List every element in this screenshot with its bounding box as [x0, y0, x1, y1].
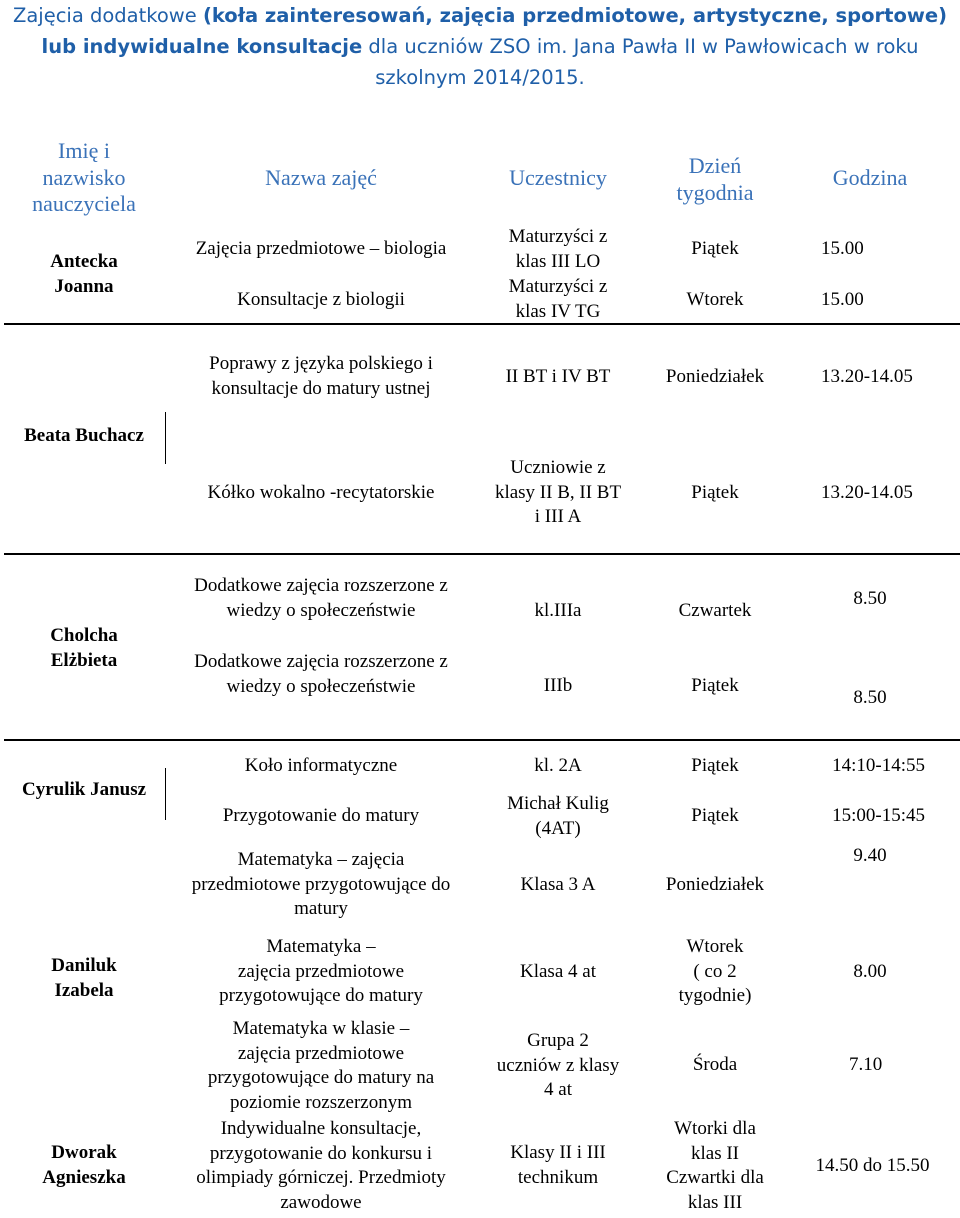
- row-separator: [4, 553, 960, 555]
- weekday: Piątek: [691, 755, 739, 776]
- participants: kl.IIIa: [534, 600, 582, 621]
- participants: II BT i IV BT: [505, 366, 611, 387]
- teacher-name: Dworak Agnieszka: [42, 1142, 126, 1188]
- hour: 15:00-15:45: [832, 805, 925, 826]
- participants: Maturzyści z klas III LO: [508, 226, 608, 272]
- weekday: Poniedziałek: [665, 874, 765, 895]
- header-teacher: Imię i nazwisko nauczyciela: [32, 138, 136, 216]
- title-part3: lub indywidualne konsultacje: [41, 35, 363, 58]
- activity-name: Konsultacje z biologii: [237, 289, 405, 310]
- hour: 13.20-14.05: [821, 482, 913, 503]
- hour: 15.00: [821, 289, 864, 310]
- title-part2: (koła zainteresowań, zajęcia przedmiotowe, artystyczne, sportowe): [202, 4, 947, 27]
- activity-name: Koło informatyczne: [244, 755, 398, 776]
- title-part4: dla uczniów ZSO im. Jana Pawła II w Pawłowicach w roku: [362, 35, 919, 58]
- weekday: Poniedziałek: [665, 366, 765, 387]
- participants: kl. 2A: [534, 755, 582, 776]
- activity-name: Poprawy z języka polskiego i konsultacje do matury ustnej: [209, 353, 433, 399]
- weekday: Środa: [692, 1054, 738, 1075]
- activity-name: Dodatkowe zajęcia rozszerzone z wiedzy o społeczeństwie: [194, 575, 448, 621]
- hour: 15.00: [821, 238, 864, 259]
- participants: Klasy II i III technikum: [510, 1142, 606, 1188]
- title-line3: szkolnym 2014/2015.: [375, 66, 585, 89]
- participants: Uczniowie z klasy II B, II BT i III A: [494, 457, 622, 527]
- row-separator: [4, 739, 960, 741]
- teacher-name: Daniluk Izabela: [51, 955, 117, 1001]
- header-hour: Godzina: [832, 165, 908, 190]
- hour: 14:10-14:55: [832, 755, 925, 776]
- hour: 8.50: [853, 588, 887, 609]
- activity-name: Matematyka w klasie – zajęcia przedmiotowe przygotowujące do matury na poziomie rozszerzonym: [207, 1018, 435, 1113]
- activity-name: Przygotowanie do matury: [222, 805, 420, 826]
- weekday: Czwartek: [678, 600, 752, 621]
- teacher-name: Cyrulik Janusz: [21, 779, 147, 800]
- activity-name: Indywidualne konsultacje, przygotowanie do konkursu i olimpiady górniczej. Przedmioty zawodowe: [196, 1118, 446, 1213]
- hour: 14.50 do 15.50: [815, 1155, 930, 1176]
- participants: Klasa 3 A: [520, 874, 596, 895]
- participants: Maturzyści z klas IV TG: [508, 276, 608, 322]
- hour: 7.10: [849, 1054, 883, 1075]
- activity-name: Matematyka – zajęcia przedmiotowe przygotowujące do matury: [191, 849, 451, 919]
- hour: 8.50: [853, 687, 887, 708]
- header-day: Dzień tygodnia: [676, 153, 754, 205]
- teacher-name: Antecka Joanna: [50, 251, 118, 297]
- activity-name: Matematyka – zajęcia przedmiotowe przygotowujące do matury: [219, 936, 423, 1006]
- hour: 8.00: [853, 961, 887, 982]
- document-title: [0, 0, 960, 93]
- activity-name: Kółko wokalno -recytatorskie: [207, 482, 435, 503]
- participants: IIIb: [543, 675, 573, 696]
- weekday: Piątek: [691, 238, 739, 259]
- activity-name: Dodatkowe zajęcia rozszerzone z wiedzy o społeczeństwie: [194, 651, 448, 697]
- column-separator: [165, 412, 166, 464]
- teacher-name: Beata Buchacz: [24, 425, 144, 446]
- participants: Michał Kulig (4AT): [507, 793, 609, 839]
- header-participants: Uczestnicy: [509, 165, 607, 190]
- participants: Klasa 4 at: [520, 961, 596, 982]
- hour: 9.40: [853, 845, 887, 866]
- weekday: Wtorek: [686, 289, 744, 310]
- weekday: Wtorek ( co 2 tygodnie): [678, 936, 752, 1006]
- weekday: Wtorki dla klas II Czwartki dla klas III: [666, 1118, 764, 1213]
- weekday: Piątek: [691, 482, 739, 503]
- header-activity: Nazwa zajęć: [265, 165, 377, 190]
- teacher-name: Cholcha Elżbieta: [50, 625, 118, 671]
- title-part1: Zajęcia dodatkowe: [12, 4, 203, 27]
- participants: Grupa 2 uczniów z klasy 4 at: [496, 1030, 620, 1100]
- weekday: Piątek: [691, 805, 739, 826]
- hour: 13.20-14.05: [821, 366, 913, 387]
- activity-name: Zajęcia przedmiotowe – biologia: [195, 238, 447, 259]
- weekday: Piątek: [691, 675, 739, 696]
